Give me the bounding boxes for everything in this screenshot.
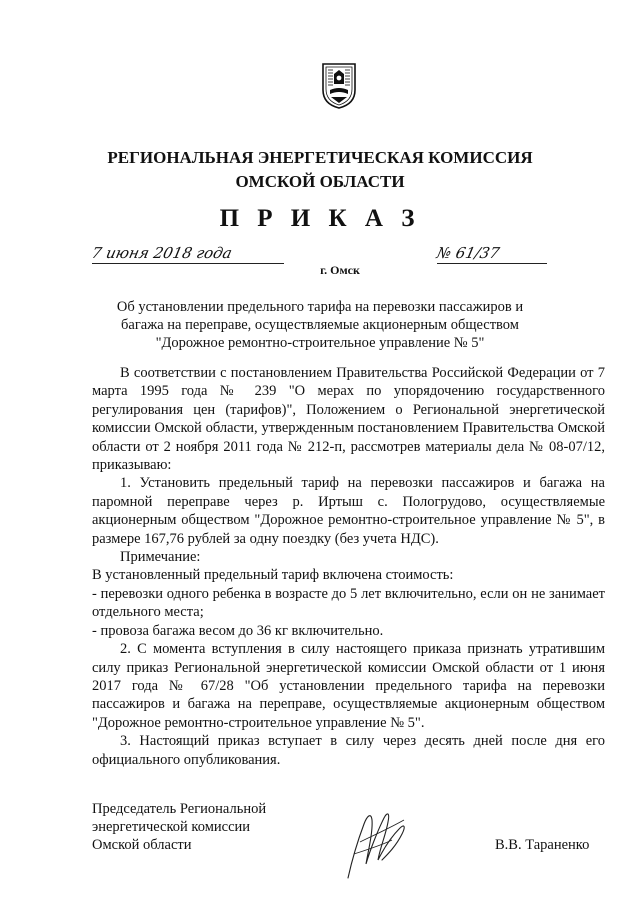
organization-region: ОМСКОЙ ОБЛАСТИ xyxy=(235,172,405,191)
signatory-name: В.В. Тараненко xyxy=(495,837,590,853)
handwritten-order-number: № 61/37 xyxy=(435,244,502,262)
date-underline xyxy=(92,263,284,264)
position-line: Омской области xyxy=(92,837,192,853)
preamble-paragraph: В соответствии с постановлением Правительства Российской Федерации от 7 марта 1995 года № 239 "О мерах по упорядочению государственного регулирования цен (тарифов)", Положением о Региональной энергетической комиссии Омской области, утвержденным постановлением Правительства Омской области от 2 ноября 2011 года № 212-п, рассмотрев материалы дела № 08-07/12, приказываю: xyxy=(92,365,605,474)
subject-line: Об установлении предельного тарифа на перевозки пассажиров и xyxy=(116,299,524,315)
organization-name: РЕГИОНАЛЬНАЯ ЭНЕРГЕТИЧЕСКАЯ КОМИССИЯ xyxy=(107,148,533,167)
clause-1: 1. Установить предельный тариф на перевозки пассажиров и багажа на паромной переправе через р. Иртыш с. Пологрудово, осуществляемые акционерным обществом "Дорожное ремонтно-строительное управление № 5", в размере 167,76 рублей за одну поездку (без учета НДС). xyxy=(92,475,605,547)
clause-3: 3. Настоящий приказ вступает в силу через десять дней после дня его официального опубликования. xyxy=(92,733,605,768)
subject-line: багажа на переправе, осуществляемые акционерным обществом xyxy=(121,317,519,333)
signatory-position xyxy=(92,800,312,854)
position-line: Председатель Региональной xyxy=(92,801,267,817)
position-line: энергетической комиссии xyxy=(92,819,251,835)
city-label: г. Омск xyxy=(320,263,360,277)
clause-2: 2. С момента вступления в силу настоящего приказа признать утратившим силу приказ Региональной энергетической комиссии Омской области от 1 июня 2017 года № 67/28 "Об установлении предельного тарифа на перевозки пассажиров и багажа на переправе, осуществляемые акционерным обществом "Дорожное ремонтно-строительное управление № 5". xyxy=(92,641,605,731)
note-title: Примечание: xyxy=(120,549,201,566)
number-underline xyxy=(437,263,547,264)
note-item: - перевозки одного ребенка в возрасте до 5 лет включительно, если он не занимает отдельного места; xyxy=(92,585,605,621)
order-body xyxy=(92,364,605,769)
note-intro: В установленный предельный тариф включена стоимость: xyxy=(92,567,454,584)
subject-line: "Дорожное ремонтно-строительное управление № 5" xyxy=(155,335,485,351)
document-type-title: П Р И К А З xyxy=(219,205,421,232)
handwritten-signature xyxy=(330,790,420,885)
handwritten-date: 7 июня 2018 года xyxy=(90,244,234,262)
note-item: - провоза багажа весом до 36 кг включительно. xyxy=(92,622,384,639)
coat-of-arms-icon xyxy=(320,60,358,110)
order-subject xyxy=(100,298,540,352)
